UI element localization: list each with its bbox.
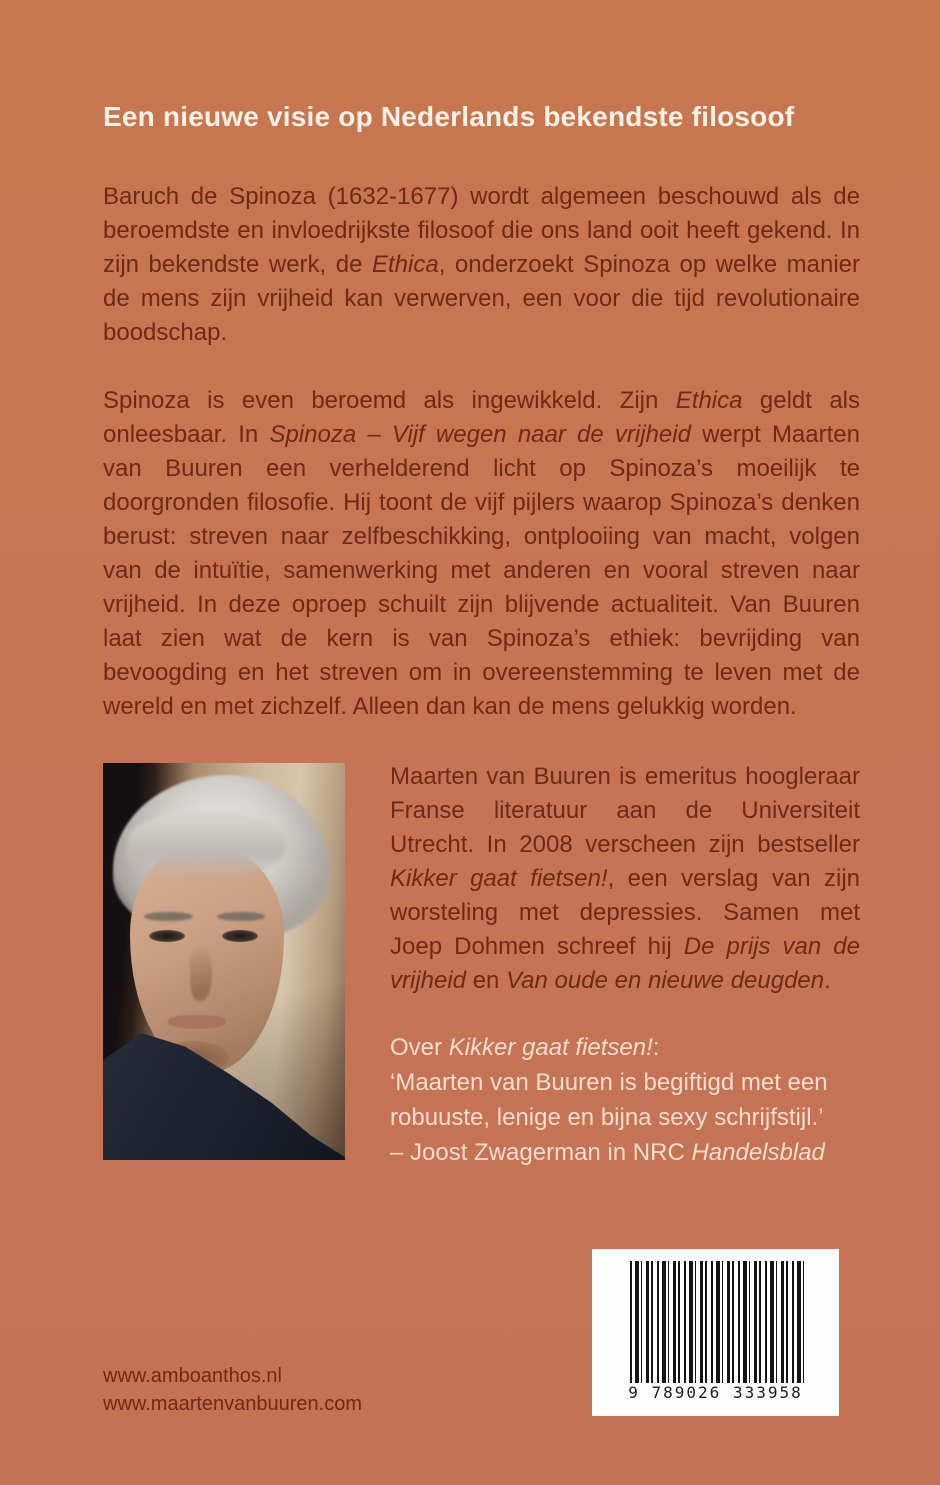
barcode-number: 9 789026 333958 (628, 1383, 803, 1402)
barcode-bars (630, 1261, 808, 1383)
press-quote-body: ‘Maarten van Buuren is begiftigd met een robuuste, lenige en bijna sexy schrijfstijl.’ (390, 1069, 828, 1131)
publisher-websites (103, 1362, 362, 1418)
headline: Een nieuwe visie op Nederlands bekendste filosoof (103, 101, 795, 132)
isbn-barcode (592, 1249, 839, 1416)
blurb-paragraph-2: Spinoza is even beroemd als ingewikkeld. Zijn Ethica geldt als onleesbaar. In Spinoza – Vijf wegen naar de vrijheid werpt Maarten van Buuren een verhelderend licht op Spinoza’s moeilijk te doorgronden filosofie. Hij toont de vijf pijlers waarop Spinoza’s denken berust: streven naar zelfbeschikking, ontplooiing van macht, volgen van de intuïtie, samenwerking met anderen en vooral streven naar vrijheid. In deze oproep schuilt zijn blijvende actualiteit. Van Buuren laat zien wat de kern is van Spinoza’s ethiek: bevrijding van bevoogding en het streven om in overeenstemming te leven met de wereld en met zichzelf. Alleen dan kan de mens gelukkig worden. (103, 387, 861, 720)
photo-nose (190, 946, 212, 1002)
author-bio: Maarten van Buuren is emeritus hoogleraar Franse literatuur aan de Universiteit Utrecht. In 2008 verscheen zijn bestseller Kikker gaat fietsen!, een verslag van zijn worsteling met depressies. Samen met Joep Dohmen schreef hij De prijs van de vrijheid en Van oude en nieuwe deugden. (390, 763, 860, 994)
author-photo (103, 763, 345, 1160)
press-quote (390, 1030, 868, 1170)
press-quote-intro: Over Kikker gaat fietsen!: (390, 1034, 660, 1061)
press-quote-attribution: – Joost Zwagerman in NRC Handelsblad (390, 1139, 825, 1166)
website-amboanthos: www.amboanthos.nl (103, 1365, 282, 1387)
blurb-paragraph-1: Baruch de Spinoza (1632-1677) wordt algemeen beschouwd als de beroemdste en invloedrijkste filosoof die ons land ooit heeft gekend. In zijn bekendste werk, de Ethica, onderzoekt Spinoza op welke manier de mens zijn vrijheid kan verwerven, een voor die tijd revolutionaire boodschap. (103, 183, 860, 346)
website-maartenvanbuuren: www.maartenvanbuuren.com (103, 1393, 363, 1415)
photo-lips (168, 1015, 226, 1028)
